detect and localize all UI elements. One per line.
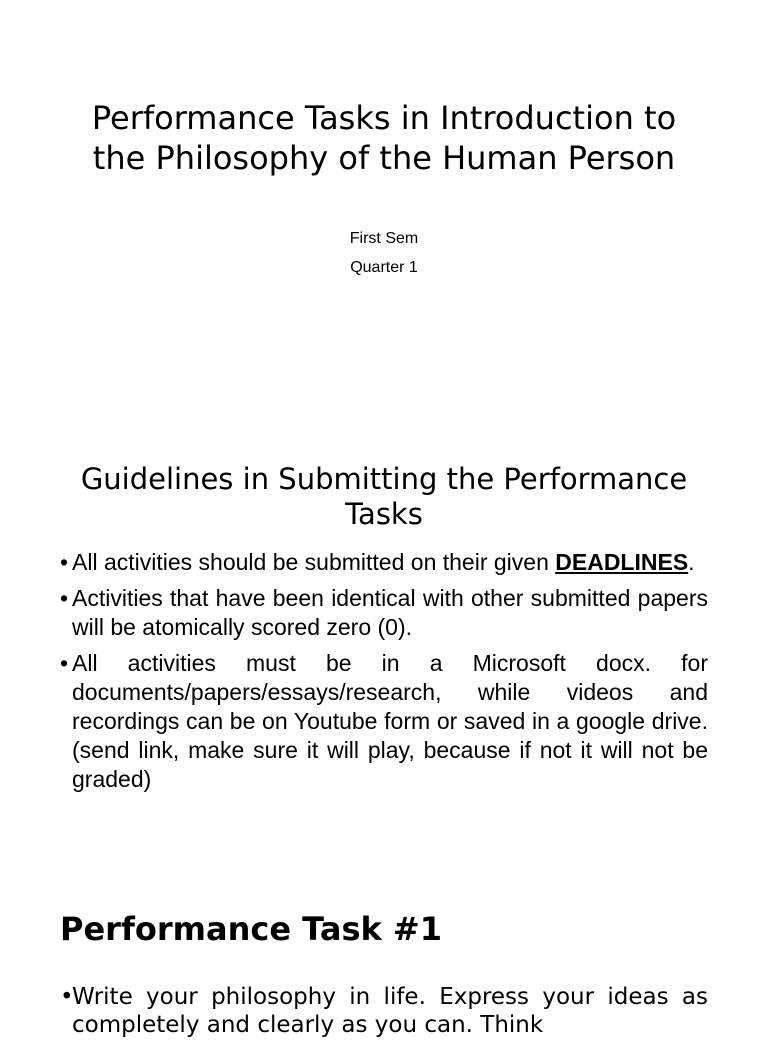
guidelines-title: Guidelines in Submitting the Performance Tasks [80, 462, 688, 531]
guideline-text: All activities must be in a Microsoft docx. for documents/papers/essays/research, while videos and recordings can be on Youtube form or saved in a google drive. (send link, make sure it will play, because if not it will not be graded) [72, 650, 708, 792]
title-slide [0, 0, 768, 410]
guideline-text: Activities that have been identical with other submitted papers will be atomically scored zero (0). [72, 585, 708, 640]
bullet-icon: • [60, 650, 69, 676]
guideline-text: All activities should be submitted on their given [72, 549, 549, 575]
subtitle-semester: First Sem [349, 230, 419, 247]
list-item [60, 649, 708, 794]
task-text: Write your philosophy in life. Express your ideas as completely and clearly as you can. Think [72, 984, 708, 1038]
bullet-icon: • [60, 549, 69, 575]
task-title: Performance Task #1 [60, 910, 442, 948]
guidelines-slide [0, 410, 768, 860]
bullet-icon: • [60, 984, 74, 1010]
slide-title: Performance Tasks in Introduction to the Philosophy of the Human Person [91, 99, 677, 177]
list-item [60, 584, 708, 642]
guideline-period: . [688, 549, 695, 575]
bullet-icon: • [60, 585, 69, 611]
guidelines-list [60, 548, 708, 801]
task-list [60, 983, 708, 1046]
list-item [60, 983, 708, 1039]
deadlines-emphasis: DEADLINES [555, 549, 689, 575]
task-slide [0, 860, 768, 1038]
list-item [60, 548, 708, 577]
subtitle-quarter: Quarter 1 [350, 259, 418, 276]
